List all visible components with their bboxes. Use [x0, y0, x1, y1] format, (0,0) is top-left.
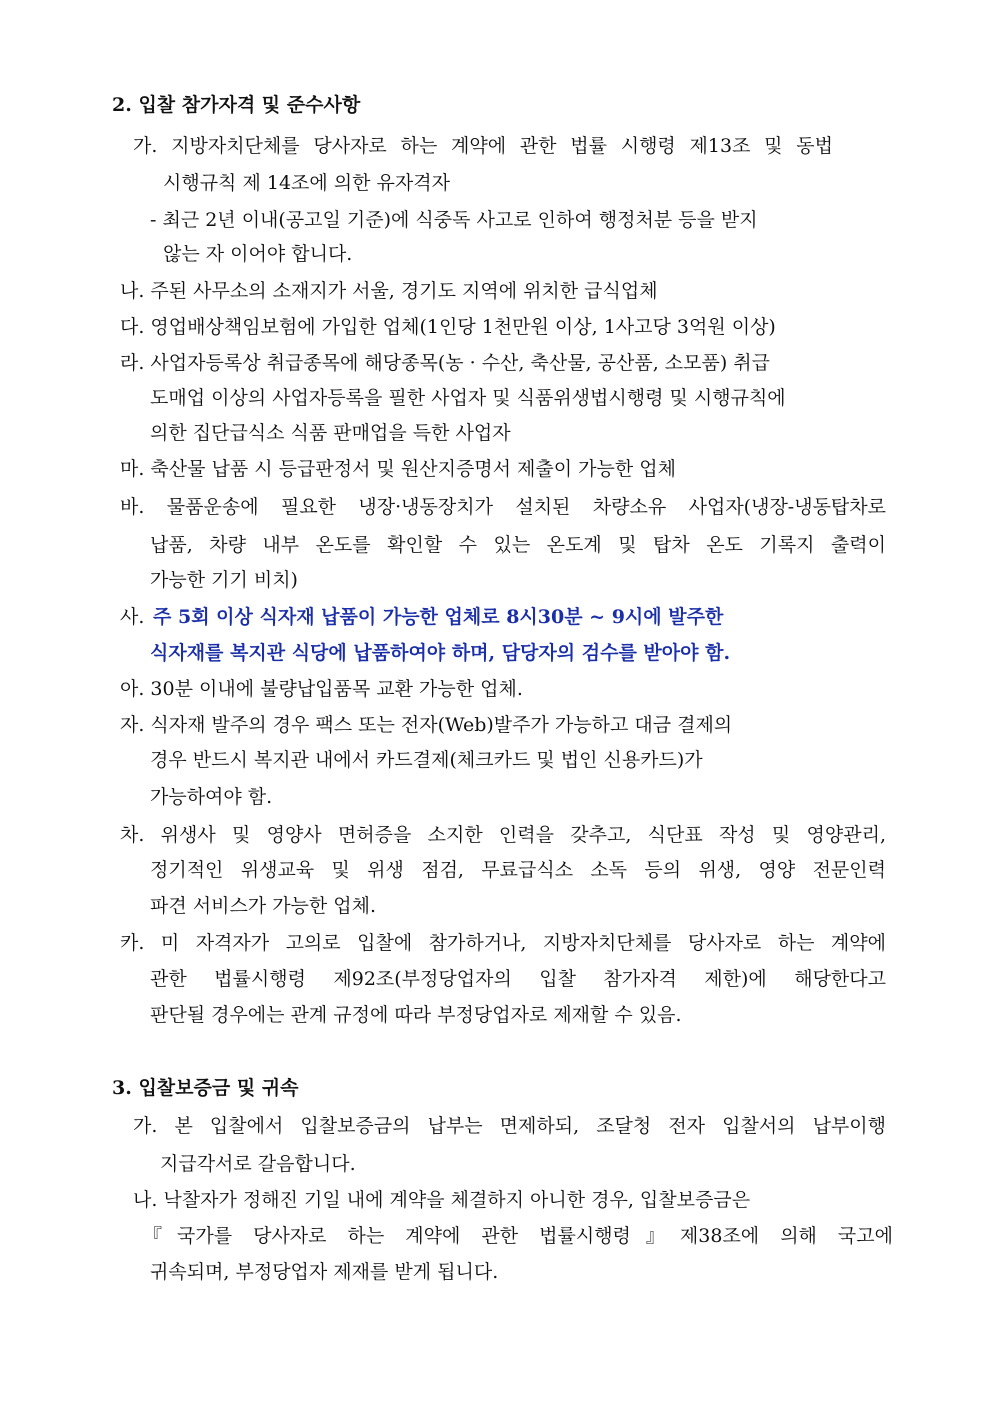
section-2-item-ga-line-1: 가. 지방자치단체를 당사자로 하는 계약에 관한 법률 시행령 제13조 및 동법 — [133, 135, 833, 157]
section-2-item-da: 다. 영업배상책임보험에 가입한 업체(1인당 1천만원 이상, 1사고당 3억원 이상) — [120, 316, 776, 338]
section-2-item-na: 나. 주된 사무소의 소재지가 서울, 경기도 지역에 위치한 급식업체 — [120, 280, 658, 302]
section-3-item-na-line-2: 『국가를 당사자로 하는 계약에 관한 법률시행령』제38조에 의해 국고에 — [143, 1225, 893, 1247]
section-2-item-cha-line-1: 차. 위생사 및 영양사 면허증을 소지한 인력을 갖추고, 식단표 작성 및 영양관리, — [120, 824, 886, 846]
section-2-item-sa-line-1: 주 5회 이상 식자재 납품이 가능한 업체로 8시30분 ~ 9시에 발주한 — [153, 606, 724, 628]
section-3-item-ga-line-1: 가. 본 입찰에서 입찰보증금의 납부는 면제하되, 조달청 전자 입찰서의 납부이행 — [133, 1115, 886, 1137]
section-2-item-ra-line-3: 의한 집단급식소 식품 판매업을 득한 사업자 — [150, 422, 511, 444]
section-3-item-na-line-3: 귀속되며, 부정당업자 제재를 받게 됩니다. — [150, 1261, 499, 1283]
section-2-item-ja-line-3: 가능하여야 함. — [150, 786, 273, 808]
section-2-item-ma: 마. 축산물 납품 시 등급판정서 및 원산지증명서 제출이 가능한 업체 — [120, 458, 676, 480]
section-3-heading: 3. 입찰보증금 및 귀속 — [112, 1077, 299, 1099]
section-2-item-cha-line-2: 정기적인 위생교육 및 위생 점검, 무료급식소 소독 등의 위생, 영양 전문인력 — [150, 859, 886, 881]
section-2-item-ka-line-1: 카. 미 자격자가 고의로 입찰에 참가하거나, 지방자치단체를 당사자로 하는 계약에 — [120, 932, 886, 954]
section-2-item-ka-line-3: 판단될 경우에는 관계 규정에 따라 부정당업자로 제재할 수 있음. — [150, 1004, 682, 1026]
section-2-item-cha-line-3: 파견 서비스가 가능한 업체. — [150, 895, 377, 917]
section-3-item-ga-line-2: 지급각서로 갈음합니다. — [160, 1153, 356, 1175]
section-2-item-sa-prefix: 사. — [120, 606, 145, 628]
section-2-item-ja-line-2: 경우 반드시 복지관 내에서 카드결제(체크카드 및 법인 신용카드)가 — [150, 749, 703, 771]
section-2-item-sa-line-2: 식자재를 복지관 식당에 납품하여야 하며, 담당자의 검수를 받아야 함. — [150, 642, 731, 664]
section-2-heading: 2. 입찰 참가자격 및 준수사항 — [112, 94, 361, 116]
section-2-item-ba-line-3: 가능한 기기 비치) — [150, 569, 298, 591]
section-2-item-ba-line-2: 납품, 차량 내부 온도를 확인할 수 있는 온도계 및 탑차 온도 기록지 출력이 — [150, 534, 886, 556]
section-2-item-ja-line-1: 자. 식자재 발주의 경우 팩스 또는 전자(Web)발주가 가능하고 대금 결제의 — [120, 714, 733, 736]
section-3-item-na-line-1: 나. 낙찰자가 정해진 기일 내에 계약을 체결하지 아니한 경우, 입찰보증금은 — [133, 1189, 751, 1211]
section-2-item-ka-line-2: 관한 법률시행령 제92조(부정당업자의 입찰 참가자격 제한)에 해당한다고 — [150, 968, 886, 990]
section-2-item-ra-line-2: 도매업 이상의 사업자등록을 필한 사업자 및 식품위생법시행령 및 시행규칙에 — [150, 387, 786, 409]
section-2-item-ga-sub-line-1: - 최근 2년 이내(공고일 기준)에 식중독 사고로 인하여 행정처분 등을 받지 — [150, 209, 758, 231]
section-2-item-ra-line-1: 라. 사업자등록상 취급종목에 해당종목(농 · 수산, 축산물, 공산품, 소모품) 취급 — [120, 352, 771, 374]
section-2-item-ga-sub-line-2: 않는 자 이어야 합니다. — [163, 243, 353, 265]
section-2-item-a: 아. 30분 이내에 불량납입품목 교환 가능한 업체. — [120, 678, 523, 700]
section-2-item-ba-line-1: 바. 물품운송에 필요한 냉장·냉동장치가 설치된 차량소유 사업자(냉장-냉동탑차로 — [120, 496, 886, 518]
section-2-item-ga-line-2: 시행규칙 제 14조에 의한 유자격자 — [163, 172, 450, 194]
